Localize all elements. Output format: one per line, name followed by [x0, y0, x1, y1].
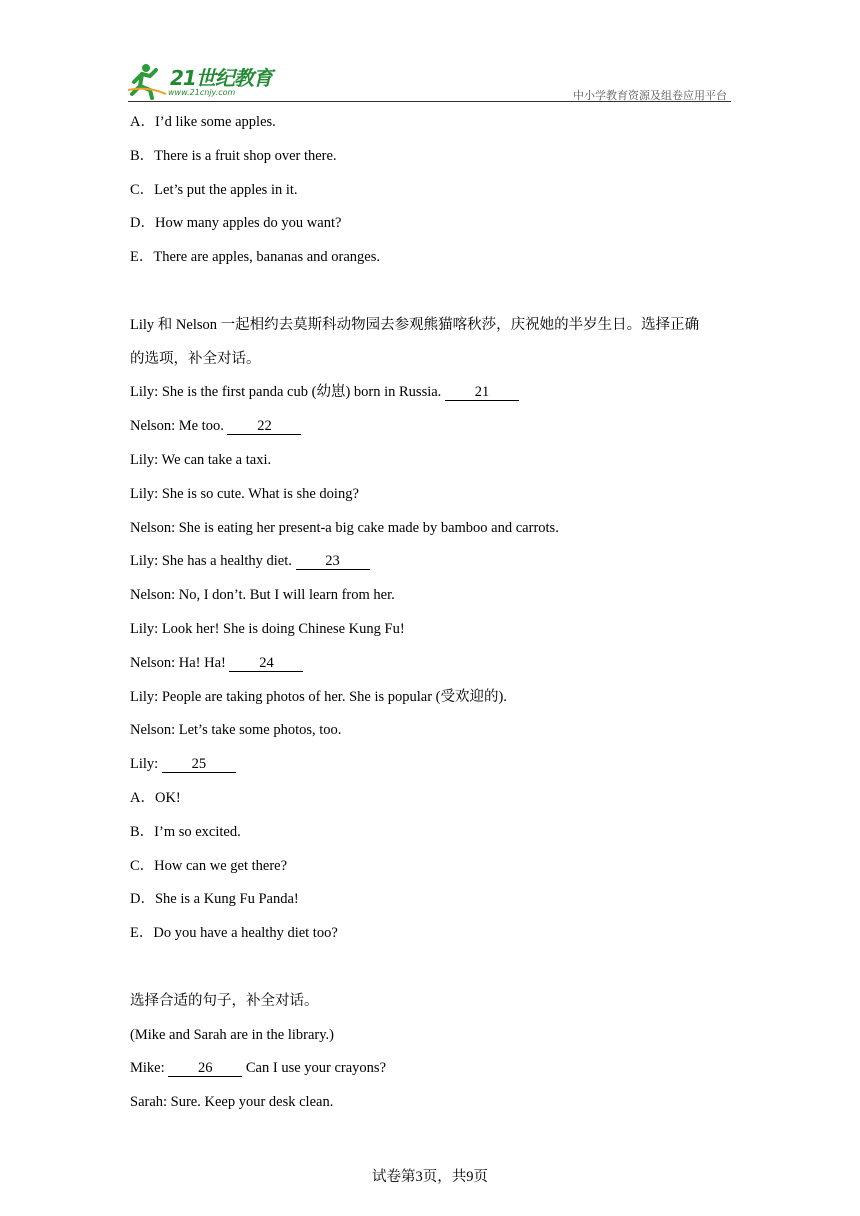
- dialogue-line: [130, 517, 730, 551]
- dialogue-text: Sarah: Sure. Keep your desk clean.: [130, 1094, 334, 1111]
- dialogue-text: Lily: She has a healthy diet.: [130, 553, 296, 570]
- dialogue-text: Nelson: Me too.: [130, 418, 228, 435]
- dialogue-line: [130, 584, 730, 618]
- option-item: A．OK!: [130, 789, 181, 806]
- logo: [128, 60, 278, 100]
- dialogue-text-after-blank: Can I use your crayons?: [242, 1060, 387, 1077]
- dialogue-line: [130, 415, 730, 449]
- page-footer: 试卷第3页，共9页: [372, 1169, 488, 1185]
- answer-blank[interactable]: 22: [227, 418, 301, 435]
- dialogue-line: [130, 1057, 730, 1091]
- dialogue-text: Nelson: No, I don’t. But I will learn from her.: [130, 587, 395, 604]
- option-item: A．I’d like some apples.: [130, 114, 276, 130]
- option-item: B．I’m so excited.: [130, 823, 241, 840]
- document-body: [130, 111, 730, 1125]
- option-item: E．There are apples, bananas and oranges.: [130, 249, 381, 266]
- dialogue-text: Nelson: Ha! Ha!: [130, 654, 230, 671]
- option-item: D．How many apples do you want?: [130, 215, 342, 232]
- answer-blank[interactable]: 25: [162, 756, 236, 773]
- section-1-options: [130, 111, 730, 280]
- logo-url: www.21cnjy.com: [168, 88, 236, 97]
- dialogue-line: [130, 381, 730, 415]
- header-tagline: 中小学教育资源及组卷应用平台: [573, 89, 727, 102]
- section-2: [130, 314, 730, 956]
- dialogue-text: Lily: Look her! She is doing Chinese Kung Fu!: [130, 620, 405, 637]
- dialogue-line: [130, 483, 730, 517]
- dialogue-text: Lily: She is the first panda cub (幼崽) born in Russia.: [130, 384, 445, 401]
- option-item: C．Let’s put the apples in it.: [130, 181, 298, 198]
- option-item: D．She is a Kung Fu Panda!: [130, 891, 299, 908]
- dialogue-text: Nelson: Let’s take some photos, too.: [130, 722, 342, 739]
- dialogue-text: Nelson: She is eating her present-a big cake made by bamboo and carrots.: [130, 519, 559, 536]
- section-3-intro: 选择合适的句子，补全对话。: [130, 992, 319, 1009]
- dialogue-line: [130, 686, 730, 720]
- dialogue-text: (Mike and Sarah are in the library.): [130, 1026, 334, 1043]
- dialogue-text: Lily: She is so cute. What is she doing?: [130, 485, 359, 502]
- section-2-intro-line1: Lily 和 Nelson 一起相约去莫斯科动物园去参观熊猫喀秋莎，庆祝她的半岁生日。选择正确: [130, 316, 700, 333]
- header-divider: [128, 101, 731, 102]
- section-2-intro-line2: 的选项，补全对话。: [130, 350, 261, 367]
- dialogue-line: [130, 719, 730, 753]
- dialogue-line: [130, 550, 730, 584]
- section-gap: [130, 280, 730, 314]
- section-gap: [130, 956, 730, 990]
- option-item: B．There is a fruit shop over there.: [130, 147, 337, 164]
- page-header: [128, 60, 731, 104]
- dialogue-text: Lily: People are taking photos of her. She is popular (受欢迎的).: [130, 688, 507, 705]
- dialogue-line: [130, 652, 730, 686]
- dialogue-text: Lily:: [130, 756, 162, 773]
- section-2-dialogue: [130, 381, 730, 787]
- dialogue-text: Lily: We can take a taxi.: [130, 451, 272, 468]
- answer-blank[interactable]: 24: [229, 655, 303, 672]
- dialogue-line: [130, 618, 730, 652]
- section-2-options: [130, 787, 730, 956]
- section-3-dialogue: [130, 1024, 730, 1125]
- section-3: [130, 990, 730, 1125]
- dialogue-line: [130, 753, 730, 787]
- answer-blank[interactable]: 21: [445, 384, 519, 401]
- dialogue-text: Mike:: [130, 1060, 169, 1077]
- dialogue-line: [130, 1091, 730, 1125]
- answer-blank[interactable]: 26: [168, 1060, 242, 1077]
- dialogue-line: [130, 449, 730, 483]
- answer-blank[interactable]: 23: [296, 553, 370, 570]
- logo-text: 21世纪教育: [170, 66, 272, 90]
- option-item: C．How can we get there?: [130, 857, 288, 874]
- option-item: E．Do you have a healthy diet too?: [130, 925, 338, 942]
- dialogue-line: [130, 1024, 730, 1058]
